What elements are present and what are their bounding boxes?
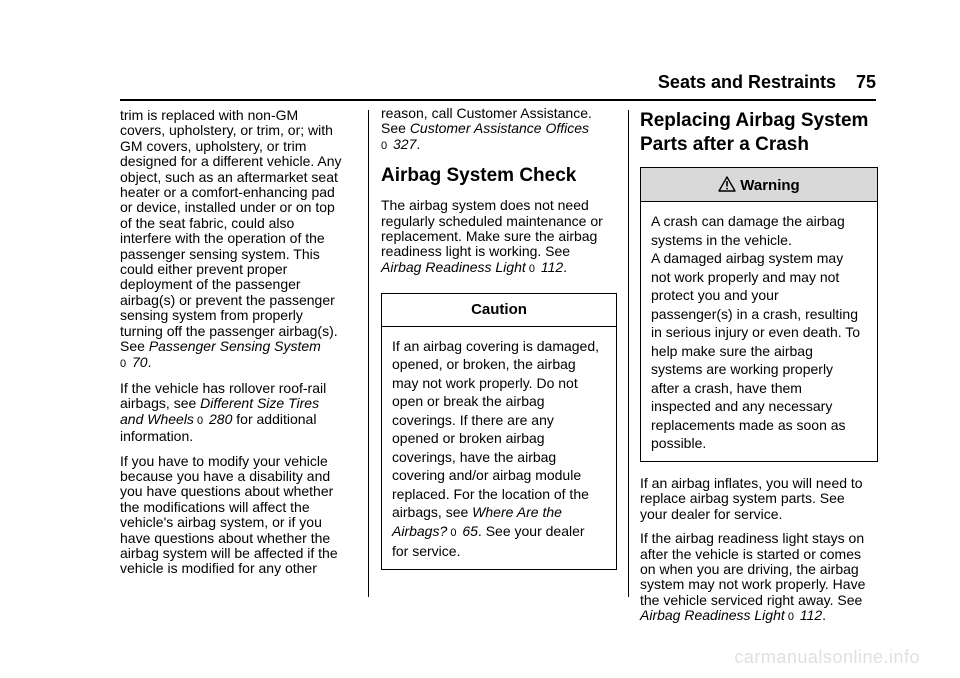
text-run: systems in the vehicle. (651, 231, 792, 248)
cross-reference: Passenger Sensing System (148, 338, 321, 355)
text-run: help make sure the airbag (651, 342, 813, 359)
text-line (120, 293, 360, 308)
text-line (640, 608, 878, 625)
cross-reference: 70 (128, 353, 148, 370)
text-run: you have questions about whether (120, 483, 334, 500)
text-line (120, 262, 360, 277)
text-run: for service. (392, 543, 461, 560)
text-run: coverings, have the airbag (392, 448, 557, 465)
heading-line: Parts after a Crash (640, 134, 809, 155)
text-line (120, 123, 360, 138)
text-line (640, 593, 878, 608)
text-run: interfere with the operation of the (120, 230, 325, 247)
text-run: possible. (651, 435, 707, 452)
text-line (120, 469, 360, 484)
text-run: . (147, 353, 152, 370)
text-line (120, 484, 360, 499)
text-run: object, such as an aftermarket seat (120, 168, 338, 185)
text-line (120, 515, 360, 530)
warning-header (641, 168, 877, 202)
text-run: replace airbag system parts. See (640, 490, 845, 507)
text-run: may not work properly. Do not (392, 374, 578, 391)
text-line (651, 342, 867, 361)
text-line (120, 277, 360, 292)
text-run: system may not work properly. Have (640, 576, 866, 593)
text-run: opened or broken airbag (392, 430, 545, 447)
text-run: covering and/or airbag module (392, 467, 582, 484)
text-line (651, 434, 867, 453)
warning-text (641, 202, 877, 461)
paragraph (640, 476, 878, 522)
cross-reference: Airbag Readiness Light (381, 258, 526, 275)
text-run: vehicle is modified for any other (120, 560, 317, 577)
text-line (392, 448, 606, 467)
text-run: coverings. If there are any (392, 411, 554, 428)
text-line (651, 397, 867, 416)
text-line (392, 503, 606, 522)
text-line (392, 374, 606, 393)
text-run: turning off the passenger airbag(s). (120, 322, 338, 339)
text-run: . (416, 135, 421, 152)
cross-reference: and Wheels (120, 410, 194, 427)
text-run: for additional (232, 410, 317, 427)
paragraph (381, 198, 617, 277)
page-ref-arrow-icon: 0 (784, 611, 794, 624)
text-run: A damaged airbag system may (651, 250, 844, 267)
page-ref-arrow-icon: 0 (447, 526, 457, 539)
text-line (120, 108, 360, 123)
text-line (120, 231, 360, 246)
text-run: deployment of the passenger (120, 276, 301, 293)
text-line (120, 429, 360, 444)
paragraph (640, 531, 878, 625)
text-run: replaced. For the location of the (392, 485, 589, 502)
text-line (120, 355, 360, 372)
text-run: See (120, 338, 149, 355)
text-run: readiness light is working. See (381, 243, 571, 260)
column-divider-2 (628, 110, 629, 597)
text-line (651, 286, 867, 305)
text-run: have questions about whether the (120, 529, 331, 546)
text-run: the vehicle serviced right away. See (640, 591, 863, 608)
page-number: 75 (855, 72, 876, 92)
text-line (120, 200, 360, 215)
text-run: protect you and your (651, 287, 779, 304)
paragraph (120, 108, 360, 372)
text-line (640, 507, 878, 522)
text-run: open or break the airbag (392, 393, 545, 410)
text-run: The airbag system does not need (381, 197, 589, 214)
text-line (651, 231, 867, 250)
cross-reference: 280 (205, 410, 233, 427)
text-line (381, 198, 617, 213)
text-line (381, 214, 617, 229)
page-ref-arrow-icon: 0 (525, 262, 535, 275)
text-line (120, 247, 360, 262)
warning-box (640, 167, 878, 462)
text-line (640, 547, 878, 562)
text-run: sensing system from properly (120, 307, 303, 324)
page-ref-arrow-icon: 0 (193, 414, 204, 427)
text-run: trim is replaced with non-GM (120, 107, 299, 123)
text-run: because you have a disability and (120, 467, 331, 484)
text-line (120, 324, 360, 339)
text-run: . See your dealer (477, 522, 585, 539)
cross-reference: Different Size Tires (200, 395, 320, 412)
text-run: . (822, 607, 827, 624)
column-1 (120, 108, 360, 586)
text-line (120, 546, 360, 561)
column-2 (381, 106, 617, 584)
text-line (640, 577, 878, 592)
text-run: reason, call Customer Assistance. (381, 105, 592, 121)
paragraph (120, 381, 360, 445)
text-line (381, 137, 617, 154)
cross-reference: 112 (795, 607, 823, 624)
text-run: If you have to modify your vehicle (120, 452, 328, 469)
text-line (651, 305, 867, 324)
text-line (651, 416, 867, 435)
text-line (392, 466, 606, 485)
text-line (120, 561, 360, 576)
text-run: replacements made as soon as (651, 416, 846, 433)
text-run: after the vehicle is started or comes (640, 545, 861, 562)
text-line (392, 337, 606, 356)
text-line (651, 360, 867, 379)
text-line (640, 476, 878, 491)
text-line (381, 106, 617, 121)
page-header (120, 0, 876, 102)
text-line (392, 485, 606, 504)
column-3 (640, 106, 878, 635)
text-run: opened, or broken, the airbag (392, 356, 576, 373)
text-line (640, 491, 878, 506)
text-line (120, 531, 360, 546)
text-run: covers, upholstery, or trim, or; with (120, 122, 333, 139)
text-run: systems are working properly (651, 361, 834, 378)
text-line (651, 212, 867, 231)
cross-reference: Customer Assistance Offices (409, 120, 590, 137)
text-line (120, 216, 360, 231)
text-run: or device, installed under or on top (120, 199, 335, 216)
text-line (120, 500, 360, 515)
text-line (651, 379, 867, 398)
text-line (120, 185, 360, 200)
cross-reference: Airbag Readiness Light (640, 607, 785, 624)
text-line (381, 244, 617, 259)
paragraph (381, 106, 617, 154)
text-run: not work properly and may not (651, 268, 840, 285)
text-run: If an airbag covering is damaged, (392, 337, 600, 354)
text-line (120, 139, 360, 154)
text-run: airbags, see (120, 395, 201, 412)
text-line (640, 531, 878, 546)
text-run: airbags, see (392, 504, 473, 521)
text-run: after a crash, have them (651, 379, 802, 396)
text-line (120, 412, 360, 429)
paragraph (120, 454, 360, 577)
watermark: carmanualsonline.info (734, 647, 920, 667)
text-line (120, 308, 360, 323)
cross-reference: 327 (389, 135, 417, 152)
text-run: passenger(s) in a crash, resulting (651, 305, 858, 322)
text-run: If the vehicle has rollover roof-rail (120, 379, 327, 396)
text-run: If an airbag inflates, you will need to (640, 474, 863, 491)
section-title: Seats and Restraints (657, 72, 836, 92)
warning-icon (718, 176, 736, 192)
header-rule (120, 99, 876, 101)
column-divider-1 (368, 110, 369, 597)
text-run: heater or a comfort-enhancing pad (120, 184, 335, 201)
text-line (120, 154, 360, 169)
text-line (392, 542, 606, 561)
text-line (120, 396, 360, 411)
text-line (120, 339, 360, 354)
text-run: passenger sensing system. This (120, 245, 320, 262)
text-run: airbag system will be affected if the (120, 544, 338, 561)
text-run: See (381, 120, 410, 137)
text-run: on when you are driving, the airbag (640, 560, 859, 577)
warning-title: Warning (740, 177, 800, 194)
cross-reference: Where Are the (472, 504, 562, 521)
caution-box (381, 293, 617, 569)
text-run: of the seat fabric, could also (120, 214, 295, 231)
text-line (381, 229, 617, 244)
text-run: inspected and any necessary (651, 398, 833, 415)
cross-reference: 112 (536, 258, 564, 275)
text-run: A crash can damage the airbag (651, 213, 845, 230)
text-run: could either prevent proper (120, 261, 288, 278)
text-run: . (563, 258, 568, 275)
text-run: replacement. Make sure the airbag (381, 228, 598, 245)
text-line (392, 411, 606, 430)
text-run: regularly scheduled maintenance or (381, 212, 603, 229)
text-line (381, 260, 617, 277)
page-ref-arrow-icon: 0 (120, 357, 127, 370)
text-line (651, 268, 867, 287)
section-heading (640, 109, 878, 157)
text-line (392, 522, 606, 543)
section-heading: Airbag System Check (381, 165, 577, 187)
text-line (381, 121, 617, 136)
text-line (120, 170, 360, 185)
text-run: If the airbag readiness light stays on (640, 530, 865, 547)
caution-title: Caution (382, 294, 616, 326)
text-line (392, 429, 606, 448)
text-line (651, 323, 867, 342)
text-line (392, 392, 606, 411)
caution-text (382, 327, 616, 569)
text-line (392, 355, 606, 374)
cross-reference: 65 (458, 522, 478, 539)
heading-line: Replacing Airbag System (640, 110, 869, 131)
text-line (640, 562, 878, 577)
text-run: designed for a different vehicle. Any (120, 153, 342, 170)
text-run: in serious injury or even death. To (651, 324, 861, 341)
cross-reference: Airbags? (392, 522, 448, 539)
text-run: the modifications will affect the (120, 498, 310, 515)
text-run: airbag(s) or prevent the passenger (120, 291, 335, 308)
text-line (651, 249, 867, 268)
text-run: vehicle's airbag system, or if you (120, 514, 322, 531)
text-line (120, 381, 360, 396)
text-run: your dealer for service. (640, 505, 783, 522)
page-ref-arrow-icon: 0 (381, 139, 388, 152)
text-run: GM covers, upholstery, or trim (120, 137, 307, 154)
text-run: information. (120, 428, 194, 445)
text-line (120, 454, 360, 469)
